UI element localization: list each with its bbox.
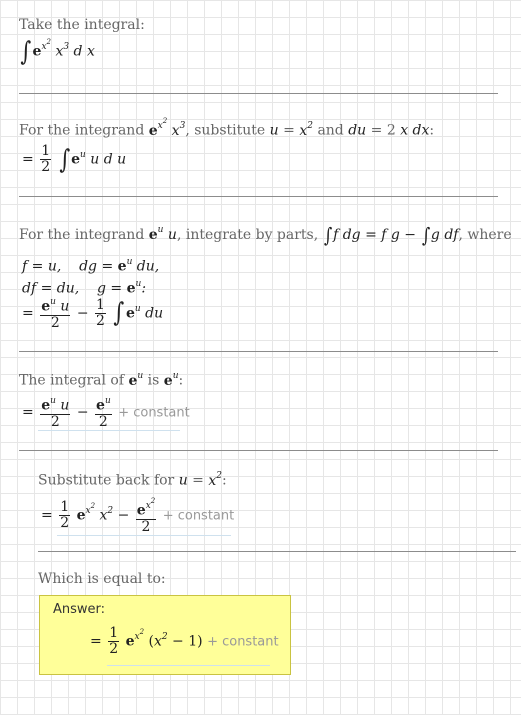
divider-1 xyxy=(19,93,498,94)
divider-5 xyxy=(38,551,516,552)
step5-caption: Substitute back for $u = x^2$: xyxy=(38,471,227,489)
answer-underline xyxy=(107,665,270,666)
divider-3 xyxy=(19,351,498,352)
step5-underline xyxy=(57,535,231,536)
step2-caption: For the integrand $e^{x^2}$ $x^3$, substitute $u = x^2$ and du = 2 x dx: xyxy=(19,117,435,139)
step3-expression: = $\frac{e^u u}{2}$ − $\frac{1}{2}$ $\int e^u$ du xyxy=(22,296,164,331)
step3-caption: For the integrand $e^u$ u, integrate by parts, ∫f dg = f g − ∫g df, where xyxy=(19,223,512,247)
step1-integral: $\int e^{x^2}$ $x^3$ d x xyxy=(20,36,95,67)
step5-expression: = $\frac{1}{2}$ $e^{x^2}$ $x^2$ − $\frac{e^{x^2}}{2}$ + constant xyxy=(41,497,235,535)
divider-4 xyxy=(19,450,498,451)
step1-caption: Take the integral: xyxy=(19,17,145,33)
divider-2 xyxy=(19,196,498,197)
answer-box xyxy=(39,595,291,675)
step4-underline xyxy=(38,430,180,431)
step2-expression: = $\frac{1}{2}$ $\int e^u$ u d u xyxy=(22,143,127,175)
step4-expression: = $\frac{e^u u}{2}$ − $\frac{e^u}{2}$ + constant xyxy=(22,396,190,430)
answer-title: Answer: xyxy=(53,602,106,617)
step6-caption: Which is equal to: xyxy=(38,571,166,587)
step3-parts-def: f = u, dg = $e^u$ du, df = du, $g = e^u$: xyxy=(22,257,160,297)
answer-expression: = $\frac{1}{2}$ $e^{x^2}$ $(x^2 - 1)$ + constant xyxy=(90,625,279,657)
step4-caption: The integral of $e^u$ is $e^u$: xyxy=(19,371,184,389)
